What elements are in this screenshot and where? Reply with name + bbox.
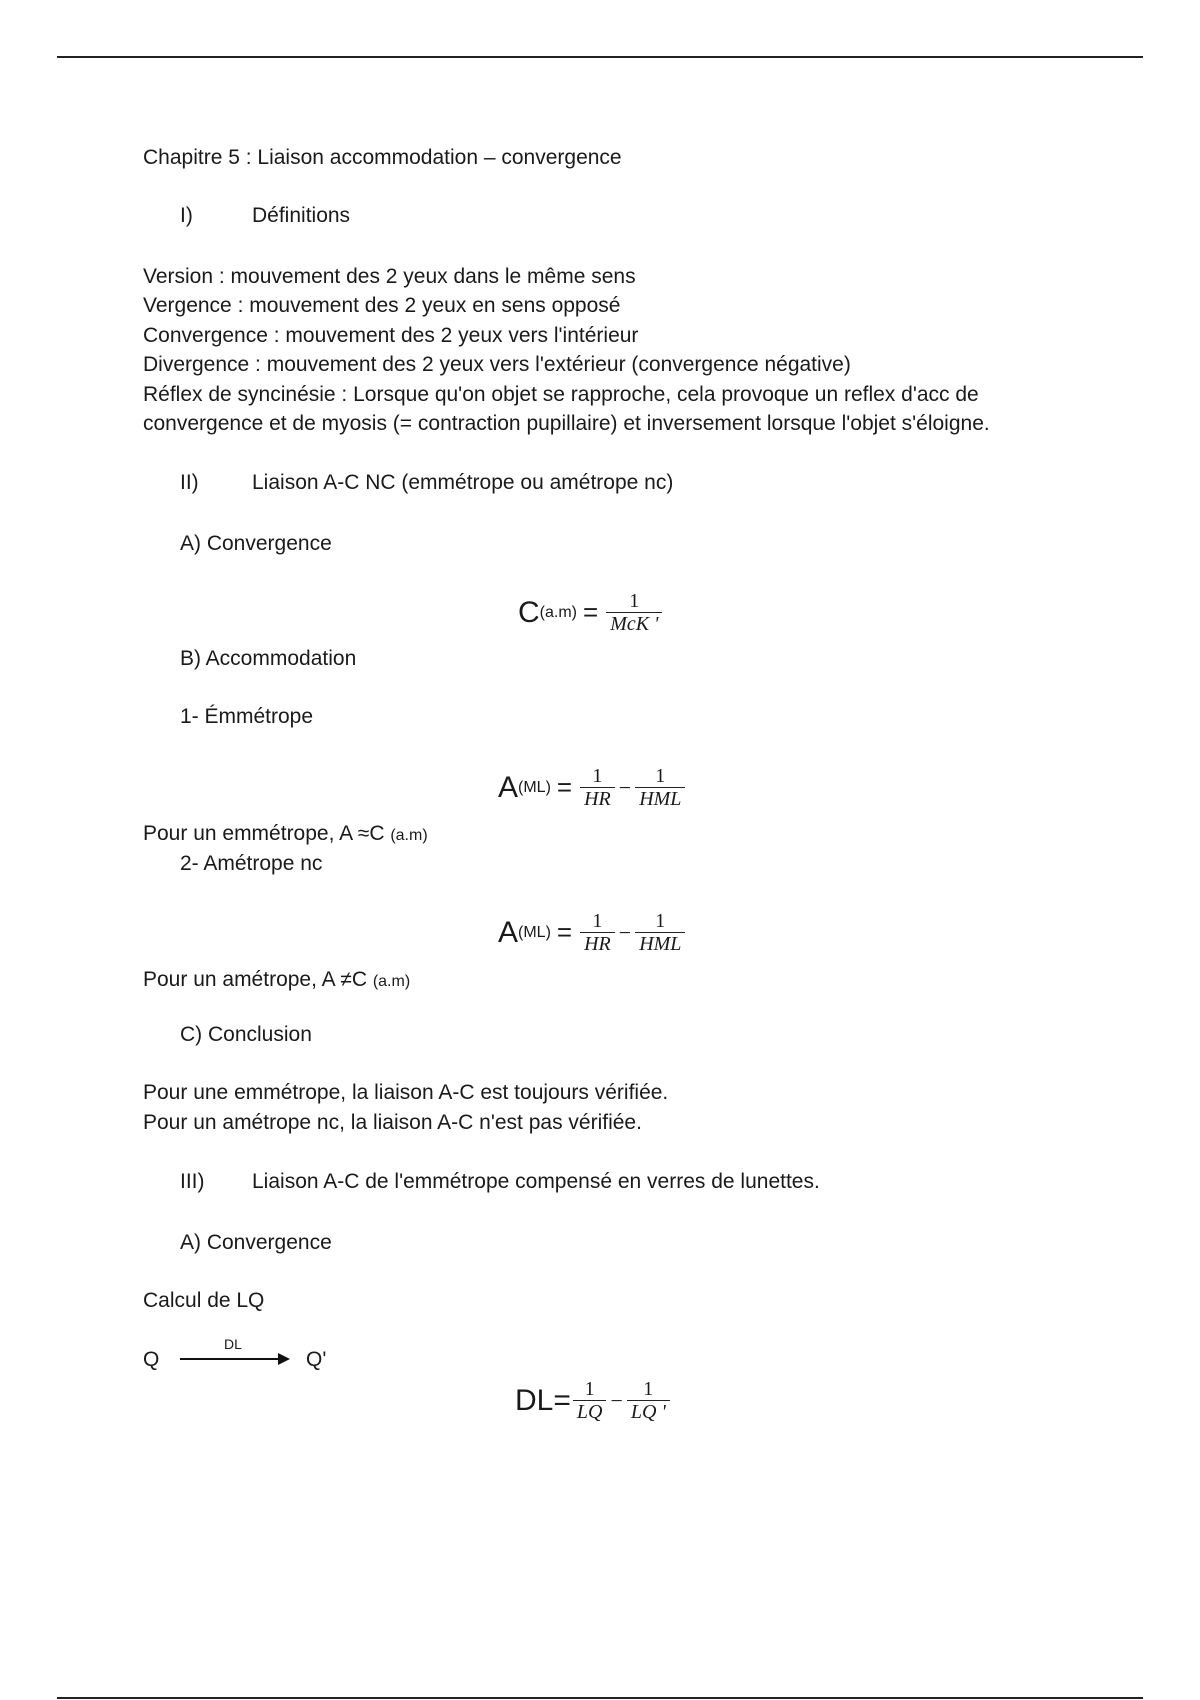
formula-c-den: McK ' [606, 612, 662, 635]
section-1-title: Définitions [252, 204, 351, 227]
formula-c-fraction [606, 590, 662, 635]
formula-a2-fraction-2 [635, 910, 685, 955]
section-3-title: Liaison A-C de l'emmétrope compensé en verres de lunettes. [252, 1170, 820, 1193]
conclusion-ametrope: Pour un amétrope nc, la liaison A-C n'est pas vérifiée. [143, 1111, 642, 1134]
formula-a1-lhs: A [498, 770, 519, 804]
formula-a1-eq: = [556, 772, 573, 802]
formula-accommodation-ametrope [498, 910, 687, 955]
section-2-title: Liaison A-C NC (emmétrope ou amétrope nc) [252, 471, 674, 494]
note-emmetrope [143, 820, 428, 850]
note-ametrope [143, 966, 410, 996]
subsection-2b2: 2- Amétrope nc [180, 852, 323, 875]
formula-a2-eq: = [556, 917, 573, 947]
section-1-number: I) [180, 204, 193, 227]
formula-c-eq: = [583, 597, 599, 627]
formula-a2-lhs: A [498, 915, 519, 949]
subsection-2a: A) Convergence [180, 532, 332, 555]
formula-dl [515, 1378, 672, 1423]
formula-a2-den1: HR [580, 932, 615, 955]
formula-dl-num1: 1 [584, 1378, 595, 1400]
formula-a1-den1: HR [580, 787, 615, 810]
formula-accommodation-emmetrope [498, 765, 687, 810]
bottom-rule [57, 1697, 1143, 1699]
page-title: Chapitre 5 : Liaison accommodation – convergence [143, 146, 622, 169]
formula-a2-num2: 1 [655, 910, 666, 932]
formula-a2-sub: (ML) [518, 923, 551, 941]
definition-syncinesie-1: Réflex de syncinésie : Lorsque qu'on objet se rapproche, cela provoque un reflex d'acc de [143, 383, 979, 406]
formula-dl-num2: 1 [643, 1378, 654, 1400]
formula-a1-num2: 1 [655, 765, 666, 787]
subsection-2b: B) Accommodation [180, 647, 357, 670]
definition-vergence: Vergence : mouvement des 2 yeux en sens opposé [143, 294, 621, 317]
formula-a2-num1: 1 [592, 910, 603, 932]
formula-a1-sub: (ML) [518, 778, 551, 796]
arrow-left-point: Q [143, 1348, 160, 1371]
formula-dl-fraction-1 [573, 1378, 607, 1423]
formula-convergence [518, 590, 664, 635]
formula-a2-den2: HML [635, 932, 685, 955]
formula-dl-lhs: DL= [515, 1383, 571, 1417]
formula-c-lhs: C [518, 595, 540, 629]
formula-dl-den1: LQ [573, 1400, 607, 1423]
formula-a2-minus: − [618, 919, 632, 945]
section-3-number: III) [180, 1170, 205, 1193]
formula-dl-fraction-2 [627, 1378, 670, 1423]
note-ametrope-sub: (a.m) [372, 973, 411, 990]
formula-dl-den2: LQ ' [627, 1400, 670, 1423]
formula-a1-minus: − [618, 774, 632, 800]
top-rule [57, 56, 1143, 58]
formula-c-num: 1 [629, 590, 640, 612]
subsection-2b1: 1- Émmétrope [180, 705, 314, 728]
calc-lq: Calcul de LQ [143, 1289, 265, 1312]
subsection-3a: A) Convergence [180, 1231, 332, 1254]
definition-syncinesie-2: convergence et de myosis (= contraction pupillaire) et inversement lorsque l'objet s'éloigne. [143, 412, 990, 435]
arrow-right-point: Q' [306, 1348, 327, 1371]
formula-a1-den2: HML [635, 787, 685, 810]
section-2-number: II) [180, 471, 199, 494]
note-emmetrope-text: Pour un emmétrope, A ≈C [143, 822, 391, 845]
subsection-2c: C) Conclusion [180, 1023, 312, 1046]
arrow-head-icon [278, 1353, 290, 1365]
definition-divergence: Divergence : mouvement des 2 yeux vers l'extérieur (convergence négative) [143, 353, 851, 376]
note-emmetrope-sub: (a.m) [390, 827, 428, 844]
conclusion-emmetrope: Pour une emmétrope, la liaison A-C est toujours vérifiée. [143, 1081, 669, 1104]
formula-a2-fraction-1 [580, 910, 615, 955]
formula-a1-fraction-1 [580, 765, 615, 810]
arrow-label: DL [224, 1336, 242, 1352]
arrow-dl [180, 1338, 292, 1368]
definition-version: Version : mouvement des 2 yeux dans le même sens [143, 265, 636, 288]
note-ametrope-text: Pour un amétrope, A ≠C [143, 968, 373, 991]
formula-a1-fraction-2 [635, 765, 685, 810]
arrow-shaft [180, 1358, 280, 1360]
formula-dl-minus: − [610, 1387, 623, 1413]
formula-c-sub: (a.m) [539, 603, 577, 621]
formula-a1-num1: 1 [592, 765, 603, 787]
definition-convergence: Convergence : mouvement des 2 yeux vers l'intérieur [143, 324, 639, 347]
